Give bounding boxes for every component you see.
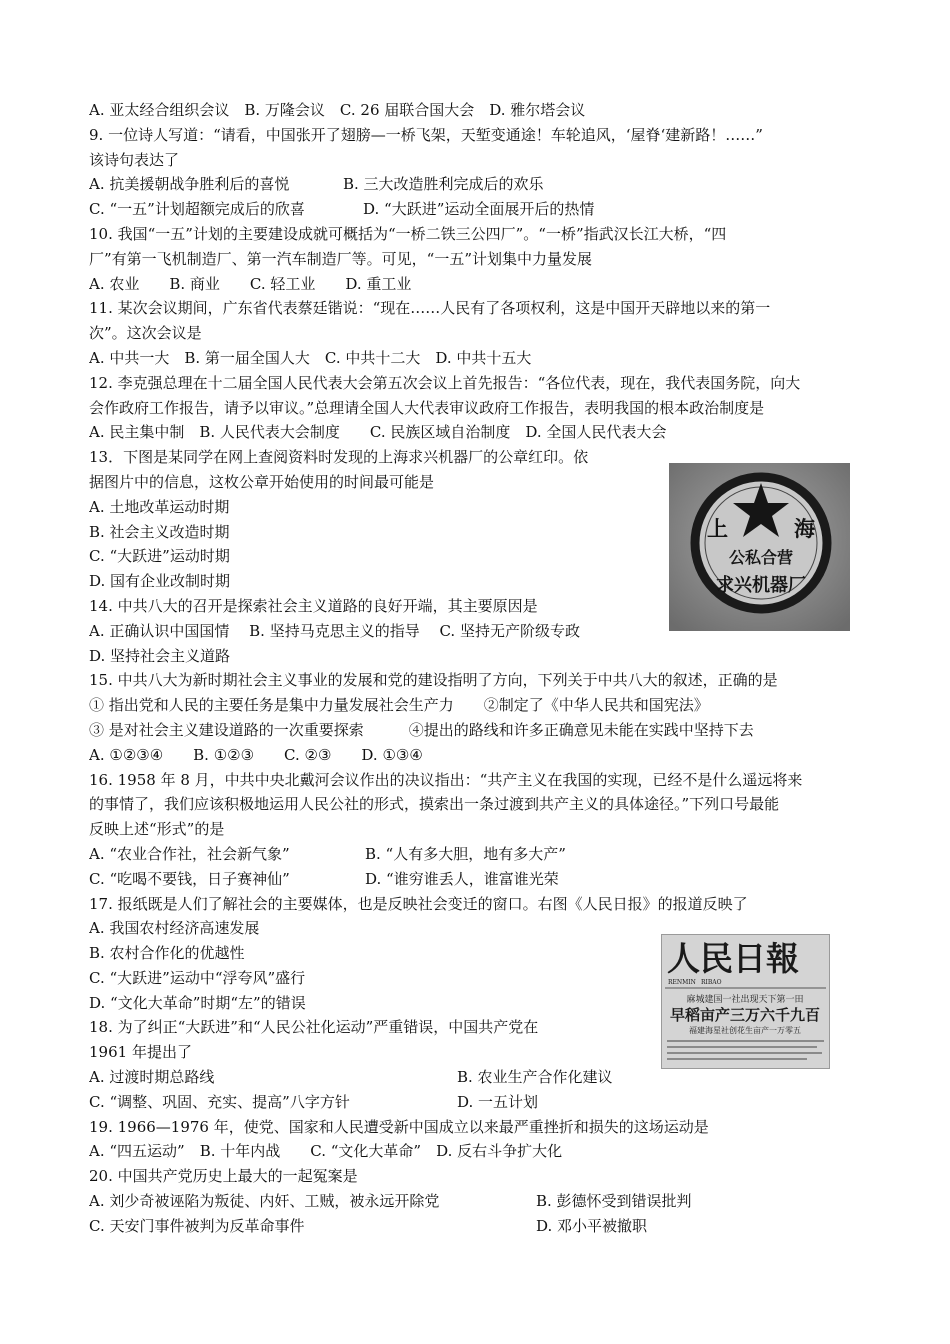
q16-option-a: A. “农业合作社，社会新气象” xyxy=(89,844,290,863)
q20-stem: 20. 中国共产党历史上最大的一起冤案是 xyxy=(89,1167,358,1186)
q20-option-c: C. 天安门事件被判为反革命事件 xyxy=(89,1216,305,1235)
newspaper-headline: 早稻亩产三万六千九百 xyxy=(669,1006,821,1024)
q19-stem: 19. 1966—1976 年，使党、国家和人民遭受新中国成立以来最严重挫折和损失的这场运动是 xyxy=(89,1117,709,1136)
q16-options-row2 xyxy=(89,867,864,892)
q16-option-c: C. “吃喝不要钱，日子赛神仙” xyxy=(89,869,290,888)
newspaper-pinyin-1: RENMIN xyxy=(668,979,696,986)
q19-options: A. “四五运动” B. 十年内战 C. “文化大革命” D. 反右斗争扩大化 xyxy=(89,1142,563,1161)
q9-option-a: A. 抗美援朝战争胜利后的喜悦 xyxy=(89,175,290,194)
q20-options-row2 xyxy=(89,1214,864,1239)
q16-stem-line1: 16. 1958 年 8 月，中共中央北戴河会议作出的决议指出：“共产主义在我国的实现，已经不是什么遥远将来 xyxy=(89,770,803,789)
q11-stem-line1: 11. 某次会议期间，广东省代表蔡廷锴说：“现在……人民有了各项权利，这是中国开天辟地以来的第一 xyxy=(89,299,771,318)
q18-option-a: A. 过渡时期总路线 xyxy=(89,1068,215,1087)
q14-options: A. 正确认识中国国情 B. 坚持马克思主义的指导 C. 坚持无产阶级专政 xyxy=(89,621,580,640)
q17-option-c: C. “大跃进”运动中“浮夸风”盛行 xyxy=(89,968,306,987)
q13-option-d: D. 国有企业改制时期 xyxy=(89,572,231,591)
q15-stem: 15. 中共八大为新时期社会主义事业的发展和党的建设指明了方向，下列关于中共八大的叙述，正确的是 xyxy=(89,671,778,690)
q17-option-a: A. 我国农村经济高速发展 xyxy=(89,919,260,938)
newspaper-sub-line: 福建海星社创花生亩产一万零五 xyxy=(689,1026,801,1035)
q9-option-c: C. “一五”计划超额完成后的欣喜 xyxy=(89,200,305,219)
newspaper-sub-headline: 麻城建国一社出现天下第一田 xyxy=(686,995,804,1005)
q16-stem-line3: 反映上述“形式”的是 xyxy=(89,820,225,839)
q16-option-d: D. “谁穷谁丢人，谁富谁光荣 xyxy=(365,869,559,888)
q20-option-a: A. 刘少奇被诬陷为叛徒、内奸、工贼，被永远开除党 xyxy=(89,1192,440,1211)
q18-options-row2 xyxy=(89,1090,864,1115)
q11-options: A. 中共一大 B. 第一届全国人大 C. 中共十二大 D. 中共十五大 xyxy=(89,348,532,367)
q18-option-b: B. 农业生产合作化建议 xyxy=(457,1068,613,1087)
q10-options: A. 农业 B. 商业 C. 轻工业 D. 重工业 xyxy=(89,274,412,293)
newspaper-graphic xyxy=(661,934,830,1069)
q13-stem-line2: 据图片中的信息，这枚公章开始使用的时间最可能是 xyxy=(89,472,435,491)
q9-option-b: B. 三大改造胜利完成后的欢乐 xyxy=(343,175,544,194)
q10-stem-line2: 厂”有第一飞机制造厂、第一汽车制造厂等。可见，“一五”计划集中力量发展 xyxy=(89,249,593,268)
q13-option-c: C. “大跃进”运动时期 xyxy=(89,547,230,566)
newspaper-masthead: 人民日報 xyxy=(667,939,799,978)
q15-options: A. ①②③④ B. ①②③ C. ②③ D. ①③④ xyxy=(89,745,423,764)
q13-option-b: B. 社会主义改造时期 xyxy=(89,522,230,541)
q9-stem-line1: 9. 一位诗人写道：“请看，中国张开了翅膀—一桥飞架，天堑变通途！车轮追风，‘屋脊‘建新路！……” xyxy=(89,125,763,144)
q9-option-d: D. “大跃进”运动全面展开后的热情 xyxy=(363,200,595,219)
q20-options-row1 xyxy=(89,1189,864,1214)
seal-middle-text: 公私合营 xyxy=(728,548,794,567)
q8-options: A. 亚太经合组织会议 B. 万隆会议 C. 26 届联合国大会 D. 雅尔塔会议 xyxy=(89,101,586,119)
q18-option-d: D. 一五计划 xyxy=(457,1092,539,1111)
q20-option-b: B. 彭德怀受到错误批判 xyxy=(536,1192,692,1211)
q17-option-b: B. 农村合作化的优越性 xyxy=(89,944,245,963)
seal-bottom-text: 求兴机器厂 xyxy=(716,575,806,596)
q15-items-line2: ③ 是对社会主义建设道路的一次重要探索 ④提出的路线和许多正确意见未能在实践中坚持下去 xyxy=(89,720,754,739)
q16-option-b: B. “人有多大胆，地有多大产” xyxy=(365,844,566,863)
q10-stem-line1: 10. 我国“一五”计划的主要建设成就可概括为“一桥二铁三公四厂”。“一桥”指武汉长江大桥，“四 xyxy=(89,224,727,243)
q18-stem-line1: 18. 为了纠正“大跃进”和“人民公社化运动”严重错误，中国共产党在 xyxy=(89,1018,539,1037)
q13-option-a: A. 土地改革运动时期 xyxy=(89,497,230,516)
seal-char-left: 上 xyxy=(707,516,728,541)
q16-stem-line2: 的事情了，我们应该积极地运用人民公社的形式，摸索出一条过渡到共产主义的具体途径。”下列口号最能 xyxy=(89,795,780,814)
q17-stem: 17. 报纸既是人们了解社会的主要媒体，也是反映社会变迁的窗口。右图《人民日报》的报道反映了 xyxy=(89,894,748,913)
q16-options-row1 xyxy=(89,842,864,867)
q15-items-line1: ① 指出党和人民的主要任务是集中力量发展社会生产力 ②制定了《中华人民共和国宪法》 xyxy=(89,696,709,715)
q9-options-row1 xyxy=(89,172,864,197)
company-seal-image xyxy=(669,463,850,631)
q18-stem-line2: 1961 年提出了 xyxy=(89,1043,192,1062)
q12-stem-line1: 12. 李克强总理在十二届全国人民代表大会第五次会议上首先报告：“各位代表，现在，我代表国务院，向大 xyxy=(89,373,801,392)
q20-option-d: D. 邓小平被撤职 xyxy=(536,1216,648,1235)
q9-stem-line2: 该诗句表达了 xyxy=(89,150,180,169)
q18-option-c: C. “调整、巩固、充实、提高”八字方针 xyxy=(89,1092,350,1111)
seal-char-right: 海 xyxy=(794,516,815,541)
q12-stem-line2: 会作政府工作报告，请予以审议。”总理请全国人大代表审议政府工作报告，表明我国的根本政治制度是 xyxy=(89,398,765,417)
q12-options: A. 民主集中制 B. 人民代表大会制度 C. 民族区域自治制度 D. 全国人民代表大会 xyxy=(89,423,667,442)
q17-option-d: D. “文化大革命”时期“左”的错误 xyxy=(89,993,306,1012)
newspaper-image xyxy=(661,934,830,1069)
q14-option-d: D. 坚持社会主义道路 xyxy=(89,646,231,665)
q9-options-row2 xyxy=(89,197,864,222)
newspaper-pinyin-2: RIBAO xyxy=(701,979,722,986)
q14-stem: 14. 中共八大的召开是探索社会主义道路的良好开端，其主要原因是 xyxy=(89,596,538,615)
q13-stem-line1: 13．下图是某同学在网上查阅资料时发现的上海求兴机器厂的公章红印。依 xyxy=(89,448,589,467)
q11-stem-line2: 次”。这次会议是 xyxy=(89,324,202,343)
seal-graphic xyxy=(669,463,850,631)
